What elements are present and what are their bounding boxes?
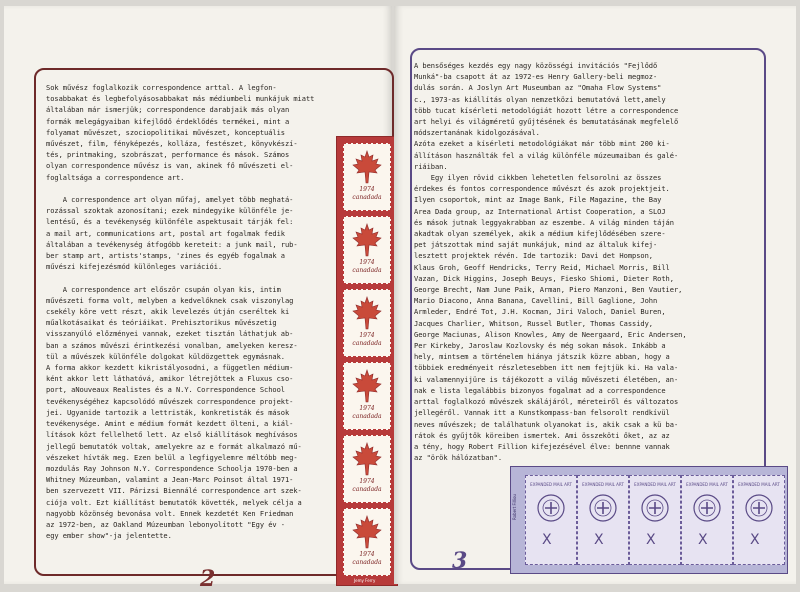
right-text-line: George Brecht, Nam June Paik, Arman, Piero Manzoni, Ben Vautier, [414, 285, 683, 295]
right-text-line: hely, mintsem a történelem hiánya játszik közre abban, hogy a [414, 352, 670, 362]
right-text-line: Armleder, Endré Tot, J.H. Kocman, Jiri Valoch, Daniel Buren, [414, 307, 666, 317]
left-text-line: port, aNouveaux Realistes és a N.Y. Correspondence School [46, 385, 285, 395]
mail-art-stamp-sheet [510, 466, 788, 574]
left-text-line: művészeti forma volt, melyben a kedvelőknek csak viszonylag [46, 295, 294, 305]
right-text-line: akadtak olyan személyek, akik a médium kifejlődésében szere- [414, 229, 666, 239]
left-text-line: nagyobb közönség bevonása volt. Ennek kezdetét Ken Friedman [46, 508, 294, 518]
stamp-caption: canadada [352, 267, 382, 274]
stamp-caption: canadada [352, 340, 382, 347]
left-text-line: tül a művészek különféle dolgokat küldözgettek egymásnak. [46, 351, 285, 361]
left-text-line: ciója volt. Ezt kiállítást bemutatók követték, melyek célja a [46, 497, 302, 507]
right-text-line: Area Dada group, az International Artist Cooperation, a SLOJ [414, 206, 666, 216]
left-text-line: Sok művész foglalkozik correspondence arttal. A legfon- [46, 83, 277, 92]
stamp-caption: canadada [352, 413, 382, 420]
stamp-text: EXPANDED MAIL ART [634, 482, 676, 487]
stamp-year: 1974 [359, 405, 375, 412]
right-text-line: arttal foglalkozó művészek skálájáról, méreteiről és változatos [414, 397, 679, 407]
stamp-year: 1974 [359, 478, 375, 485]
stamp-caption: canadada [352, 559, 382, 566]
stamp-caption: canadada [352, 194, 382, 201]
left-text-line: a mail art, communications art, postal art fogalmak fedik [46, 228, 285, 238]
left-text-line: A correspondence art olyan műfaj, amelyet több meghatá- [46, 195, 294, 205]
right-text-line: art helyi és világméretű gyűjtésének és bemutatásának megfelelő [414, 117, 679, 127]
right-text-line: dulás során. A Joslyn Art Museumban az "Omaha Flow Systems" [414, 83, 662, 93]
right-text-line: állításon használták fel a világ különféle múzeumaiban és galé- [414, 150, 679, 160]
maple-leaf-stamp [343, 362, 391, 430]
left-text-line: formák melegágyaiban kifejlődő érdeklődés termékei, mint a [46, 116, 290, 126]
right-text-line: Ilyen csoportok, mint az Image Bank, File Magazine, the Bay [414, 195, 662, 205]
left-text-line: egy ember show"-ja jelentette. [46, 531, 172, 541]
right-text-line: rátok és gyűjtők köreiben ismertek. Ami összeköti őket, az az [414, 430, 670, 440]
right-text-line: az "örök hálózatban". [414, 453, 503, 463]
stamp-year: 1974 [359, 551, 375, 558]
left-text-line: az 1972-ben, az Oakland Múzeumban lebonyolított "Egy év - [46, 519, 285, 529]
right-text-line: Jacques Charlier, Whitson, Russel Butler, Thomas Cassidy, [414, 318, 653, 328]
page-number-left: 2 [200, 566, 216, 592]
left-text-line: általában már ismerjük; correspondence darabjaik más olyan [46, 105, 290, 115]
left-text-line: folyamat művészet, szociopolitikai művészet, konceptuális [46, 127, 285, 137]
mail-art-stamp [629, 475, 681, 565]
maple-leaf-stamp [343, 143, 391, 211]
left-text-line: vészeket hívták meg. Ezen belül a legfigyelemre méltóbb meg- [46, 452, 298, 462]
right-text-line: Vazan, Dick Higgins, Joseph Beuys, Fiesko Shiomi, Dieter Roth, [414, 273, 674, 283]
right-text-line: Per Kirkeby, Jaroslaw Kozlovsky és még sokan mások. Inkább a [414, 341, 666, 351]
mail-art-stamp [577, 475, 629, 565]
left-text-line: tosabbakat és legbefolyásosabbakat más médiumbeli munkájuk miatt [46, 94, 315, 104]
left-text-line [46, 272, 338, 283]
left-text-line: művészi kifejezésmód különleges variációi. [46, 262, 223, 272]
stamp-year: 1974 [359, 259, 375, 266]
right-text-line: Mario Diacono, Anna Banana, Cavellini, Bill Gaglione, John [414, 296, 658, 306]
right-text-line: ki valamennyijüre is tájékozott a világ művészeti életében, an- [414, 374, 679, 384]
right-text-line: neves művészek; de találhatunk olyanokat is, akik csak a kü ba- [414, 419, 679, 429]
maple-leaf-stamp [343, 216, 391, 284]
stamp-mark: X [594, 532, 604, 548]
left-text-line: ban a számos művészi érintkezési vonalban, amelyeken keresz- [46, 340, 298, 350]
right-text-line: többiek eredményeit részletesebben itt nem fejtjük ki. Ha vala- [414, 363, 679, 373]
left-text-line: ben szervezett VII. Párizsi Biennálé correspondence art szek- [46, 486, 302, 496]
left-text-line: Whitney Múzeumban, valamint a Jean-Marc Poinsot által 1971- [46, 475, 294, 485]
left-text-line: ber stamp art, artists'stamps, 'zines és egyéb fogalmak a [46, 251, 285, 261]
right-body-text [414, 60, 754, 463]
right-text-line: és mások jutnak leggyakrabban az eszembe. A világ minden táján [414, 217, 674, 227]
left-text-line: olyan correspondence művész is van, akinek fő művészeti el- [46, 161, 294, 171]
stamp-caption: canadada [352, 486, 382, 493]
mail-art-stamp [733, 475, 785, 565]
left-text-line: tés, printmaking, szobrászat, performance és mások. Számos [46, 150, 290, 160]
right-text-line: Klaus Groh, Geoff Hendricks, Terry Reid, Michael Morris, Bill [414, 262, 670, 272]
left-text-line: művészet, film, fényképezés, kolláza, festészet, könyvkészí- [46, 139, 298, 149]
right-text-line: több tucat kísérleti metodológiát hozott létre a correspondence [414, 105, 679, 115]
right-text-line: George Maciunas, Alison Knowles, Amy de Neergaard, Eric Andersen, [414, 329, 687, 339]
mail-art-stamp [681, 475, 733, 565]
left-text-line [46, 183, 338, 194]
left-text-line: jei. Ugyanide tartozik a lettristák, konkretisták és mások [46, 407, 290, 417]
stamp-year: 1974 [359, 186, 375, 193]
left-page [4, 6, 392, 592]
stamp-mark: X [542, 532, 552, 548]
stamp-text: EXPANDED MAIL ART [530, 482, 572, 487]
left-text-line: általában a tevékenység átfogóbb kereteit: a junk mail, rub- [46, 239, 298, 249]
stamp-sheet-label: Robert Filliou [512, 494, 517, 520]
stamp-year: 1974 [359, 332, 375, 339]
maple-leaf-stamp-strip [336, 136, 398, 586]
left-text-line: műalkotásaikat és teóriáikat. Prehisztorikus művészetig [46, 318, 277, 328]
right-text-line: érdekes és fontos correspondence művészt és azok projektjeit. [414, 184, 670, 194]
left-text-line: foglaltsága a correspondence art. [46, 172, 185, 182]
left-text-line: lítások közt fellelhető lett. Az első kiállítások meghívásos [46, 430, 298, 440]
stamp-mark: X [646, 532, 656, 548]
maple-leaf-stamp [343, 435, 391, 503]
left-text-line: visszanyúló előzményei vannak, ezeket tisztán láthatjuk ab- [46, 329, 294, 339]
right-text-line: Egy ilyen rövid cikkben lehetetlen felsorolni az összes [414, 173, 662, 183]
left-text-line: A correspondence art először csupán olyan kis, intim [46, 284, 281, 294]
left-text-line: tevékenységéhez kapcsolódó művészek correspondence projekt- [46, 396, 294, 406]
left-text-line: rozással szoktak azonosítani; ezek mindegyike különféle je- [46, 206, 294, 216]
left-text-line: jellegű bemutatók voltak, amelyekre az e formát alkalmazó mű- [46, 441, 302, 451]
left-text-line: ként akkor lett láthatóvá, amikor létrejöttek a Fluxus cso- [46, 374, 294, 384]
stamp-text: EXPANDED MAIL ART [582, 482, 624, 487]
stamp-mark: X [750, 532, 760, 548]
maple-leaf-stamp [343, 289, 391, 357]
right-text-line: c., 1973-as kiállítás olyan nemzetközi bemutatóvá lett,amely [414, 94, 666, 104]
right-text-line: pet játszottak mind saját munkájuk, mind az általuk kifej- [414, 240, 658, 250]
right-text-line: a tény, hogy Robert Fillion kifejezésével élve: bennne vannak [414, 441, 670, 451]
right-text-line: riáiban. [414, 161, 448, 171]
left-text-line: A forma akkor kezdett kikristályosodni, a független médium- [46, 363, 294, 373]
mail-art-stamp [525, 475, 577, 565]
stamp-text: EXPANDED MAIL ART [686, 482, 728, 487]
right-text-line: nak e lista legalábbis bizonyos fogalmat ad a correspondence [414, 385, 666, 395]
right-text-line: jellegéről. Vannak itt a Kunstkompass-ban felsorolt rendkívül [414, 408, 670, 418]
right-text-line: A bensőséges kezdés egy nagy közösségi invitációs "Fejlődő [414, 61, 658, 70]
left-text-line: mozdulás Ray Johnson N.Y. Correspondence Schoolja 1970-ben a [46, 463, 298, 473]
stamp-mark: X [698, 532, 708, 548]
right-text-line: Azóta ezeket a kísérleti metodológiákat már több mint 200 ki- [414, 139, 670, 149]
left-body-text [46, 82, 338, 541]
right-text-line: lesztett projektek révén. Ide tartozik: Davi det Hompson, [414, 251, 653, 261]
maple-leaf-stamp [343, 508, 391, 576]
right-text-line: Munká"-ba csapott át az 1972-es Henry Gallery-beli megmoz- [414, 72, 658, 82]
left-text-line: tevékenysége. Amint e médium formát kezdett ölteni, a kiál- [46, 419, 294, 429]
page-number-right: 3 [452, 548, 468, 574]
stamp-text: EXPANDED MAIL ART [738, 482, 780, 487]
left-text-line: lentésű, és a tevékenység különféle aspektusait tárják fel: [46, 217, 294, 227]
right-text-line: módszertanának kidolgozásával. [414, 128, 540, 138]
left-text-line: csekély köre vett részt, akik levelezés útján cseréltek ki [46, 307, 290, 317]
stamp-strip-label: Jemy Ferry [354, 578, 376, 583]
